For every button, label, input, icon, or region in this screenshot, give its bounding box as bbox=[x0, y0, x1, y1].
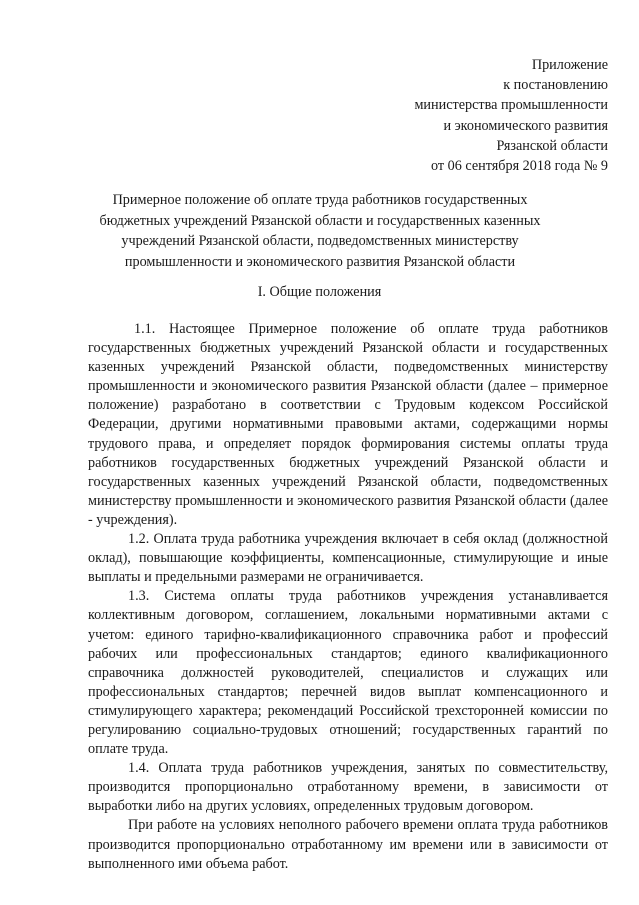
appendix-line: от 06 сентября 2018 года № 9 bbox=[431, 158, 608, 175]
paragraph-1-2: 1.2. Оплата труда работника учреждения включает в себя оклад (должностной оклад), повышающие коэффициенты, компенсационные, стимулирующие и иные выплаты и предельными размерами не ограничивается. bbox=[88, 531, 608, 586]
appendix-line: и экономического развития bbox=[443, 117, 608, 134]
title-line: Примерное положение об оплате труда работников государственных bbox=[112, 192, 528, 208]
paragraph-1-3: 1.3. Система оплаты труда работников учреждения устанавливается коллективным договором, соглашением, локальными нормативными актами с учетом: единого тарифно-квалификационного справочника работ и профессий рабочих или профессиональных стандартов; единого квалификационного справочника должностей руководителей, специалистов и служащих или профессиональных стандартов; перечней видов выплат компенсационного и стимулирующего характера; рекомендаций Российской трехсторонней комиссии по регулированию социально-трудовых отношений; государственных гарантий по оплате труда. bbox=[88, 588, 608, 758]
title-line: бюджетных учреждений Рязанской области и государственных казенных bbox=[99, 212, 541, 229]
appendix-line: министерства промышленности bbox=[414, 97, 608, 114]
appendix-block bbox=[414, 55, 608, 176]
appendix-line: Приложение bbox=[531, 57, 608, 73]
document-title bbox=[60, 190, 580, 272]
paragraph-part-time: При работе на условиях неполного рабочего времени оплата труда работников производится пропорционально отработанному им времени или в зависимости от выполненного ими объема работ. bbox=[88, 817, 608, 872]
appendix-line: к постановлению bbox=[503, 77, 608, 94]
paragraph-1-4: 1.4. Оплата труда работников учреждения, занятых по совместительству, производится пропорционально отработанному времени, в зависимости от выработки либо на других условиях, определенных трудовым договором. bbox=[88, 760, 608, 815]
appendix-line: Рязанской области bbox=[496, 137, 608, 154]
document-body bbox=[88, 320, 608, 874]
paragraph-1-1: 1.1. Настоящее Примерное положение об оплате труда работников государственных бюджетных учреждений Рязанской области и государственных казенных учреждений Рязанской области, подведомственных министерству промышленности и экономического развития Рязанской области (далее – примерное положение) разработано в соответствии с Трудовым кодексом Российской Федерации, другими нормативными правовыми актами, содержащими нормы трудового права, и определяет порядок формирования системы оплаты труда работников государственных бюджетных учреждений Рязанской области и государственных казенных учреждений Рязанской области, подведомственных министерству промышленности и экономического развития Рязанской области (далее - учреждения). bbox=[88, 321, 608, 528]
section-heading: I. Общие положения bbox=[257, 284, 382, 300]
title-line: промышленности и экономического развития Рязанской области bbox=[124, 253, 516, 270]
title-line: учреждений Рязанской области, подведомственных министерству bbox=[121, 233, 519, 249]
